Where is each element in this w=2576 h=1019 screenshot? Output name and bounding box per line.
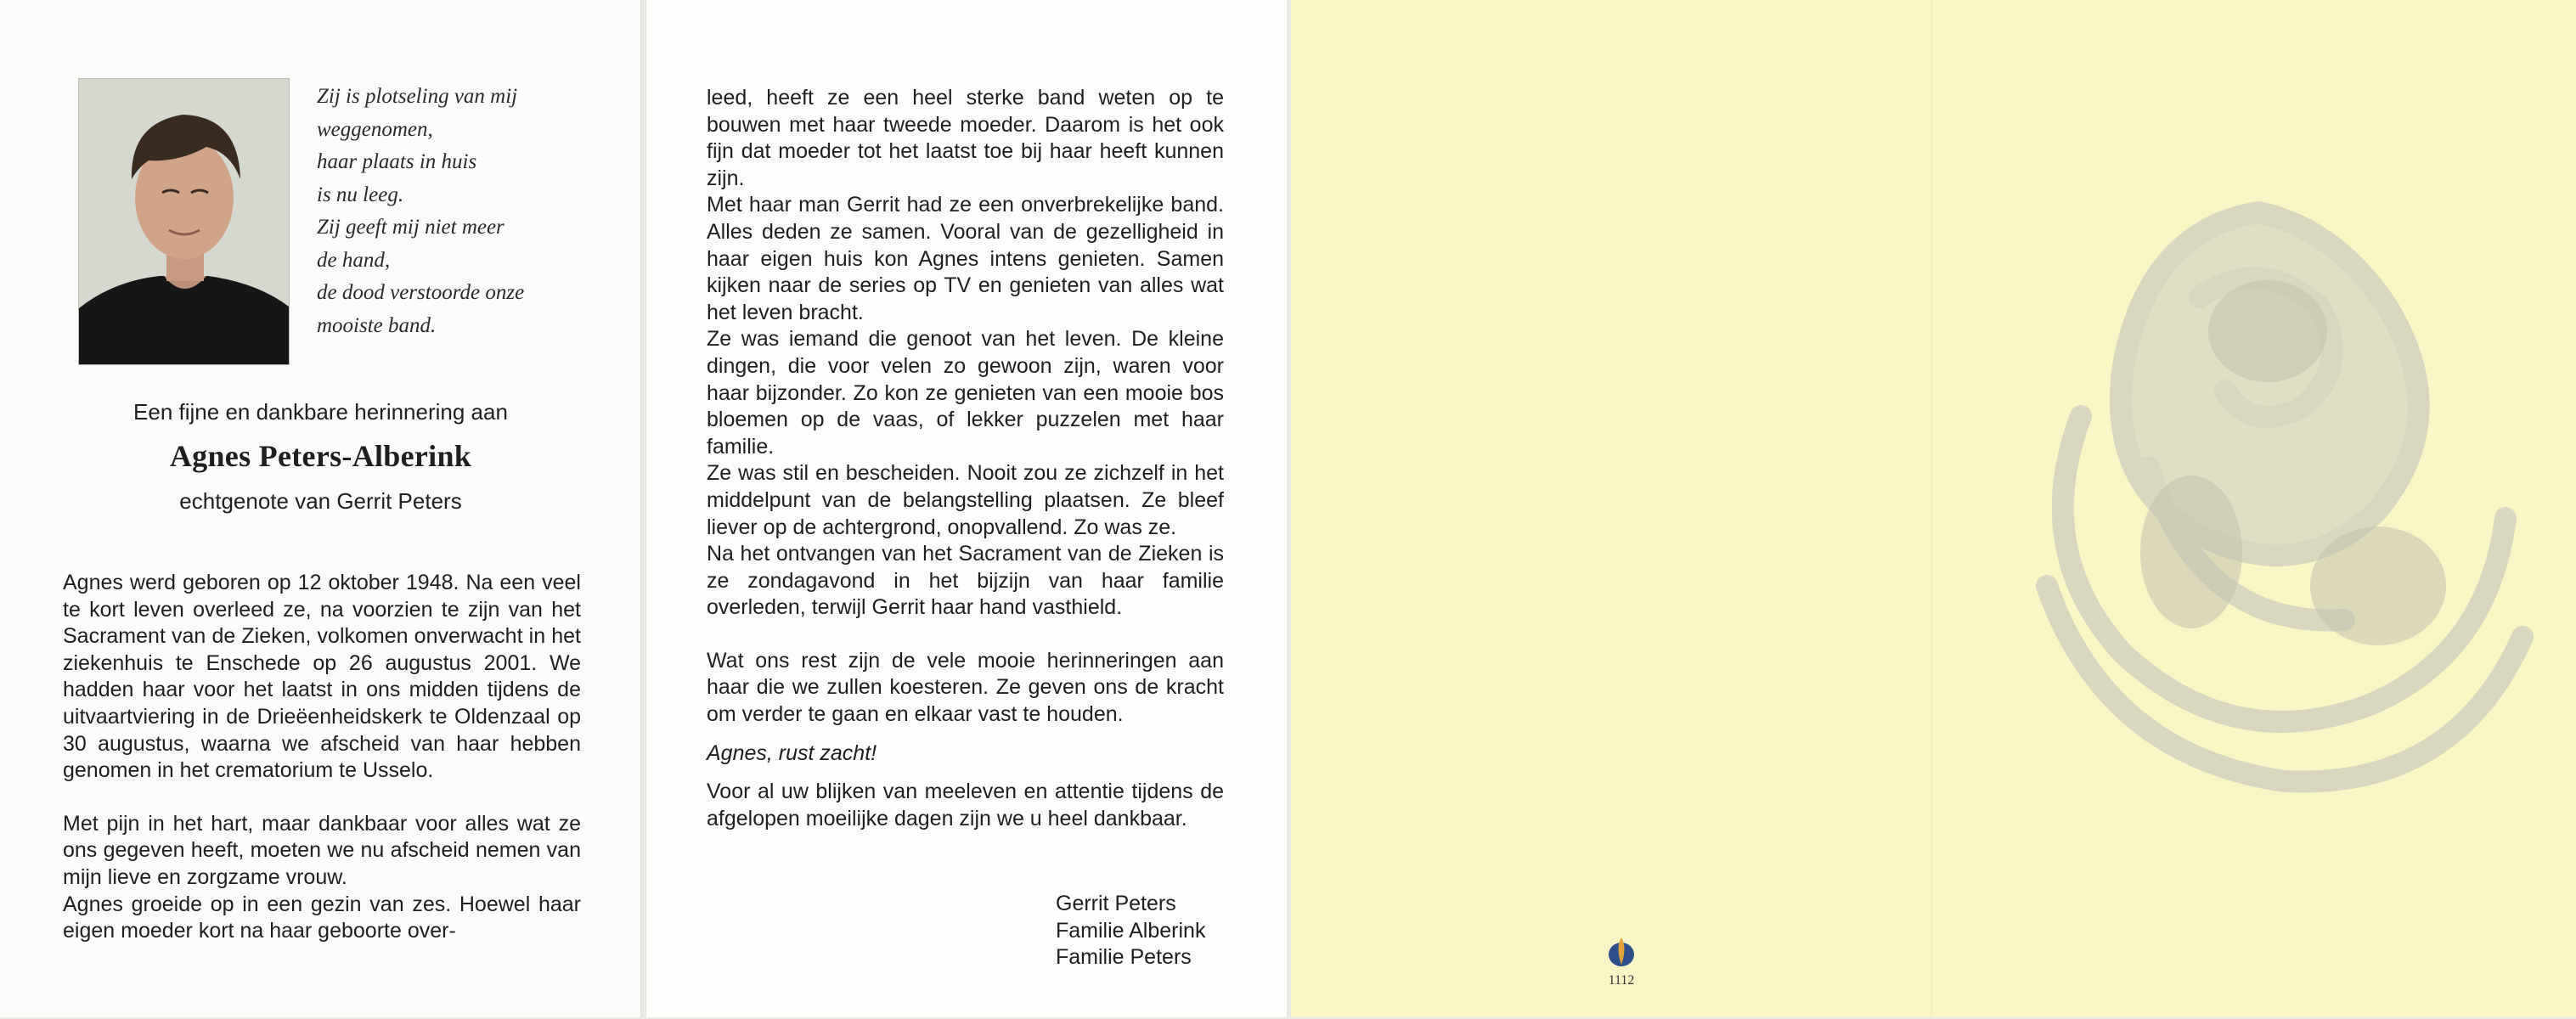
poem-line: de dood verstoorde onze (317, 281, 525, 304)
printer-logo-icon (1607, 934, 1636, 968)
poem-line: weggenomen, (317, 117, 433, 141)
spacer (707, 729, 1224, 740)
closing-line: Agnes, rust zacht! (707, 740, 877, 765)
paragraph: Ze was iemand die genoot van het leven. De kleine dingen, die voor velen zo gewoon zijn, waren voor haar bijzonder. Zo kon ze genieten van een mooie bos bloemen op de vaas, of lekker puzzelen met haar familie. (707, 327, 1224, 459)
paragraph: Met haar man Gerrit had ze een onverbrekelijke band. Alles deden ze samen. Vooral van de gezelligheid in haar eigen huis kon Agnes intens genieten. Samen kijken naar de series op TV en genieten van alles wat het leven bracht. (707, 193, 1224, 324)
paragraph: Agnes werd geboren op 12 oktober 1948. Na een veel te kort leven overleed ze, na voorzien te zijn van het Sacrament van de Zieken, volkomen onverwacht in het ziekenhuis te Enschede op 26 augustus 2001. We hadden haar voor het laatst in ons midden tijdens de uitvaartviering in de Drieëenheidskerk te Oldenzaal op 30 augustus, waarna we afscheid van haar hebben genomen in het crematorium te Usselo. (63, 571, 581, 783)
portrait-photo (78, 78, 290, 365)
paragraph: Agnes groeide op in een gezin van zes. Hoewel haar eigen moeder kort na haar geboorte over- (63, 892, 581, 943)
inner-left-panel (0, 0, 641, 1017)
paragraph: Met pijn in het hart, maar dankbaar voor alles wat ze ons gegeven heeft, moeten we nu afscheid nemen van mijn lieve en zorgzame vrouw. (63, 811, 581, 889)
poem (317, 81, 597, 342)
signature-line: Familie Alberink (1056, 918, 1206, 943)
print-code: 1112 (1608, 973, 1635, 988)
paragraph-gap (63, 785, 581, 811)
poem-line: mooiste band. (317, 313, 437, 337)
poem-line: is nu leeg. (317, 183, 404, 206)
poem-line: Zij geeft mij niet meer (317, 216, 504, 239)
signature-line: Gerrit Peters (1056, 892, 1176, 915)
spacer (707, 767, 1224, 779)
paragraph: Wat ons rest zijn de vele mooie herinneringen aan haar die we zullen koesteren. Ze geven ons de kracht om verder te gaan en elkaar vast te houden. (707, 648, 1224, 727)
poem-line: de hand, (317, 248, 391, 272)
spouse-line: echtgenote van Gerrit Peters (179, 488, 462, 514)
biography-part-2 (707, 85, 1224, 832)
poem-line: haar plaats in huis (317, 150, 477, 173)
rose-watermark (1979, 110, 2539, 815)
signature-line: Familie Peters (1056, 945, 1192, 970)
signature-block (1056, 891, 1205, 971)
intro-text: Een fijne en dankbare herinnering aan (133, 399, 508, 425)
paragraph: Na het ontvangen van het Sacrament van de Zieken is ze zondagavond in het bijzijn van haar familie overleden, terwijl Gerrit haar hand vasthield. (707, 542, 1224, 620)
paragraph: leed, heeft ze een heel sterke band weten op te bouwen met haar tweede moeder. Daarom is het ook fijn dat moeder tot het laatst toe bij haar heeft kunnen zijn. (707, 86, 1224, 190)
thanks-text: Voor al uw blijken van meeleven en attentie tijdens de afgelopen moeilijke dagen zijn we u heel dankbaar. (707, 780, 1224, 830)
paragraph: Ze was stil en bescheiden. Nooit zou ze zichzelf in het middelpunt van de belangstelling plaatsen. Ze bleef liever op de achtergrond, onopvallend. Zo was ze. (707, 461, 1224, 539)
fold-line (1931, 0, 1932, 1017)
biography-part-1 (63, 570, 581, 945)
paragraph-gap (707, 622, 1224, 648)
poem-line: Zij is plotseling van mij (317, 85, 518, 108)
deceased-name: Agnes Peters-Alberink (169, 439, 472, 473)
